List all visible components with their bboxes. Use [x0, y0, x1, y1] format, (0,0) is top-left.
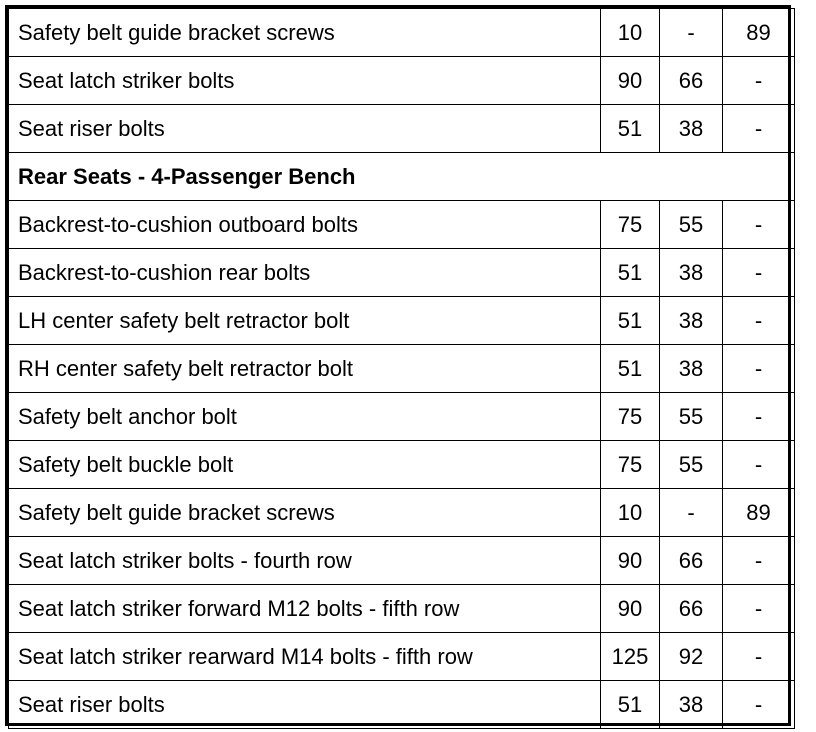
lbft-cell: - [660, 9, 723, 57]
nm-cell: 90 [601, 585, 660, 633]
nm-cell: 75 [601, 201, 660, 249]
table-row [9, 345, 795, 393]
nm-cell: 10 [601, 489, 660, 537]
description-cell: Seat riser bolts [9, 105, 601, 153]
description-cell: Seat riser bolts [9, 681, 601, 729]
lbin-cell: - [723, 441, 795, 489]
lbin-cell: - [723, 297, 795, 345]
lbft-cell: 38 [660, 105, 723, 153]
description-cell: RH center safety belt retractor bolt [9, 345, 601, 393]
lbft-cell: 38 [660, 297, 723, 345]
table-row [9, 297, 795, 345]
lbft-cell: 55 [660, 201, 723, 249]
nm-cell: 75 [601, 393, 660, 441]
lbin-cell: - [723, 393, 795, 441]
nm-cell: 75 [601, 441, 660, 489]
lbft-cell: 38 [660, 681, 723, 729]
nm-cell: 51 [601, 297, 660, 345]
description-cell: Seat latch striker forward M12 bolts - fifth row [9, 585, 601, 633]
lbft-cell: 55 [660, 441, 723, 489]
nm-cell: 90 [601, 57, 660, 105]
table-row [9, 57, 795, 105]
lbin-cell: - [723, 201, 795, 249]
table-row [9, 393, 795, 441]
table-row [9, 201, 795, 249]
lbft-cell: - [660, 489, 723, 537]
lbft-cell: 66 [660, 537, 723, 585]
lbft-cell: 92 [660, 633, 723, 681]
nm-cell: 51 [601, 345, 660, 393]
section-row [9, 153, 795, 201]
description-cell: Safety belt guide bracket screws [9, 489, 601, 537]
nm-cell: 90 [601, 537, 660, 585]
lbin-cell: - [723, 249, 795, 297]
description-cell: Safety belt anchor bolt [9, 393, 601, 441]
lbft-cell: 55 [660, 393, 723, 441]
nm-cell: 51 [601, 681, 660, 729]
description-cell: Safety belt buckle bolt [9, 441, 601, 489]
table-row [9, 9, 795, 57]
lbin-cell: - [723, 633, 795, 681]
lbin-cell: - [723, 345, 795, 393]
nm-cell: 51 [601, 249, 660, 297]
description-cell: LH center safety belt retractor bolt [9, 297, 601, 345]
lbft-cell: 38 [660, 249, 723, 297]
lbin-cell: - [723, 681, 795, 729]
lbin-cell: 89 [723, 9, 795, 57]
table-row [9, 681, 795, 729]
nm-cell: 51 [601, 105, 660, 153]
table-row [9, 105, 795, 153]
table-body [9, 9, 795, 729]
description-cell: Backrest-to-cushion rear bolts [9, 249, 601, 297]
lbin-cell: 89 [723, 489, 795, 537]
description-cell: Seat latch striker rearward M14 bolts - fifth row [9, 633, 601, 681]
description-cell: Backrest-to-cushion outboard bolts [9, 201, 601, 249]
table-row [9, 585, 795, 633]
section-heading: Rear Seats - 4-Passenger Bench [9, 153, 795, 201]
lbin-cell: - [723, 585, 795, 633]
lbin-cell: - [723, 105, 795, 153]
lbin-cell: - [723, 57, 795, 105]
table-row [9, 489, 795, 537]
description-cell: Seat latch striker bolts [9, 57, 601, 105]
lbin-cell: - [723, 537, 795, 585]
table-row [9, 537, 795, 585]
nm-cell: 10 [601, 9, 660, 57]
lbft-cell: 66 [660, 585, 723, 633]
table-row [9, 249, 795, 297]
table-row [9, 441, 795, 489]
description-cell: Safety belt guide bracket screws [9, 9, 601, 57]
lbft-cell: 66 [660, 57, 723, 105]
table-row [9, 633, 795, 681]
lbft-cell: 38 [660, 345, 723, 393]
torque-table [8, 8, 795, 729]
torque-spec-table [5, 5, 791, 726]
nm-cell: 125 [601, 633, 660, 681]
description-cell: Seat latch striker bolts - fourth row [9, 537, 601, 585]
